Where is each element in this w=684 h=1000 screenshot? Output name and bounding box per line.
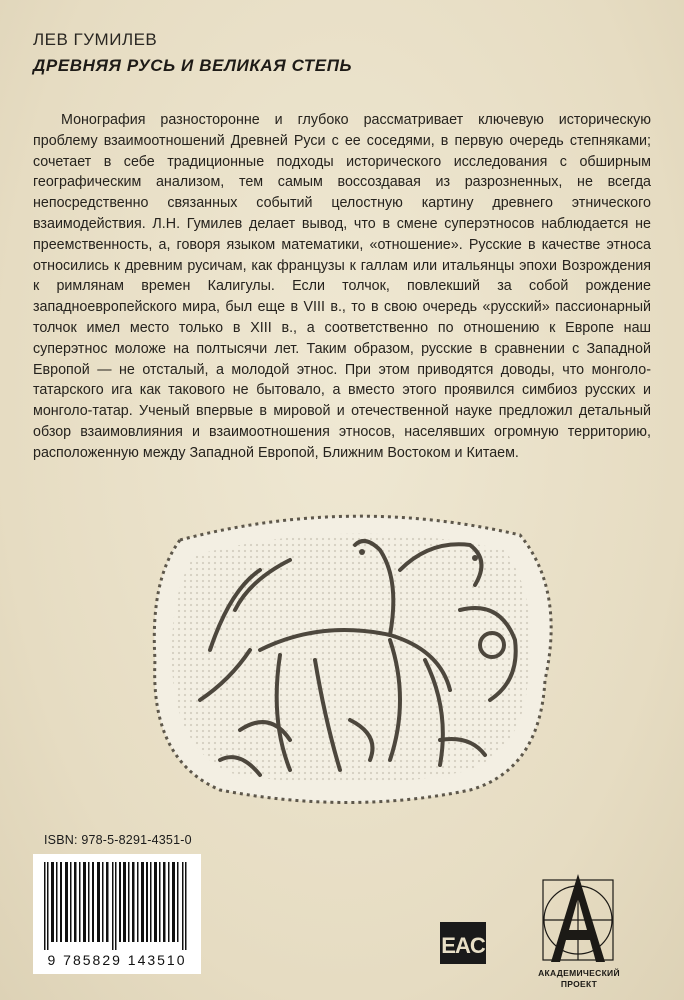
barcode-bars — [42, 862, 192, 950]
barcode-number: 9 785829 143510 — [47, 952, 187, 968]
publisher-logo — [533, 868, 623, 968]
publisher-name — [520, 968, 638, 990]
annotation-paragraph: Монография разносторонне и глубоко рассматривает ключевую историческую проблему взаимоотношений Древней Руси с ее соседями, в первую очередь степняками; сочетает в себе традиционные подходы исторического исследования с обширным географическим анализом, тем самым воссоздавая из разрозненных, не всегда непосредственно связанных событий целостную картину древнего этнического взаимодействия. Л.Н. Гумилев делает вывод, что в смене суперэтносов наблюдается не преемственность, а, говоря языком математики, «отношение». Русские в качестве этноса относились к древним русичам, как французы к галлам или итальянцы эпохи Возрождения к римлянам времен Калигулы. Если толчок, повлекший за собой рождение западноевропейского мира, был еще в VIII в., то в свою очередь «русский» пассионарный толчок имел место только в XIII в., а соответственно по отношению к Европе наш суперэтнос моложе на полтысячи лет. Таким образом, русские в сравнении с Западной Европой — не отсталый, а молодой этнос. При этом приводятся доводы, что монголо-татарского ига как такового не бытовало, а вместо этого проявился симбиоз русских и монголо-татар. Ученый впервые в мировой и отечественной науке предложил детальный обзор взаимовлияния и взаимоотношения этносов, населявших огромную территорию, расположенную между Западной Европой, Ближним Востоком и Китаем. — [33, 112, 651, 461]
book-title: ДРЕВНЯЯ РУСЬ И ВЕЛИКАЯ СТЕПЬ — [33, 56, 353, 75]
publisher-name-line1: АКАДЕМИЧЕСКИЙ — [538, 968, 620, 978]
eac-mark-text: EAC — [441, 933, 485, 958]
isbn-barcode — [33, 854, 201, 974]
steppe-plaque-illustration — [140, 500, 560, 805]
book-author: ЛЕВ ГУМИЛЕВ — [33, 30, 158, 49]
publisher-name-line2: ПРОЕКТ — [560, 979, 598, 989]
isbn-label: ISBN: 978-5-8291-4351-0 — [44, 833, 192, 847]
eac-certification-mark — [440, 922, 486, 964]
